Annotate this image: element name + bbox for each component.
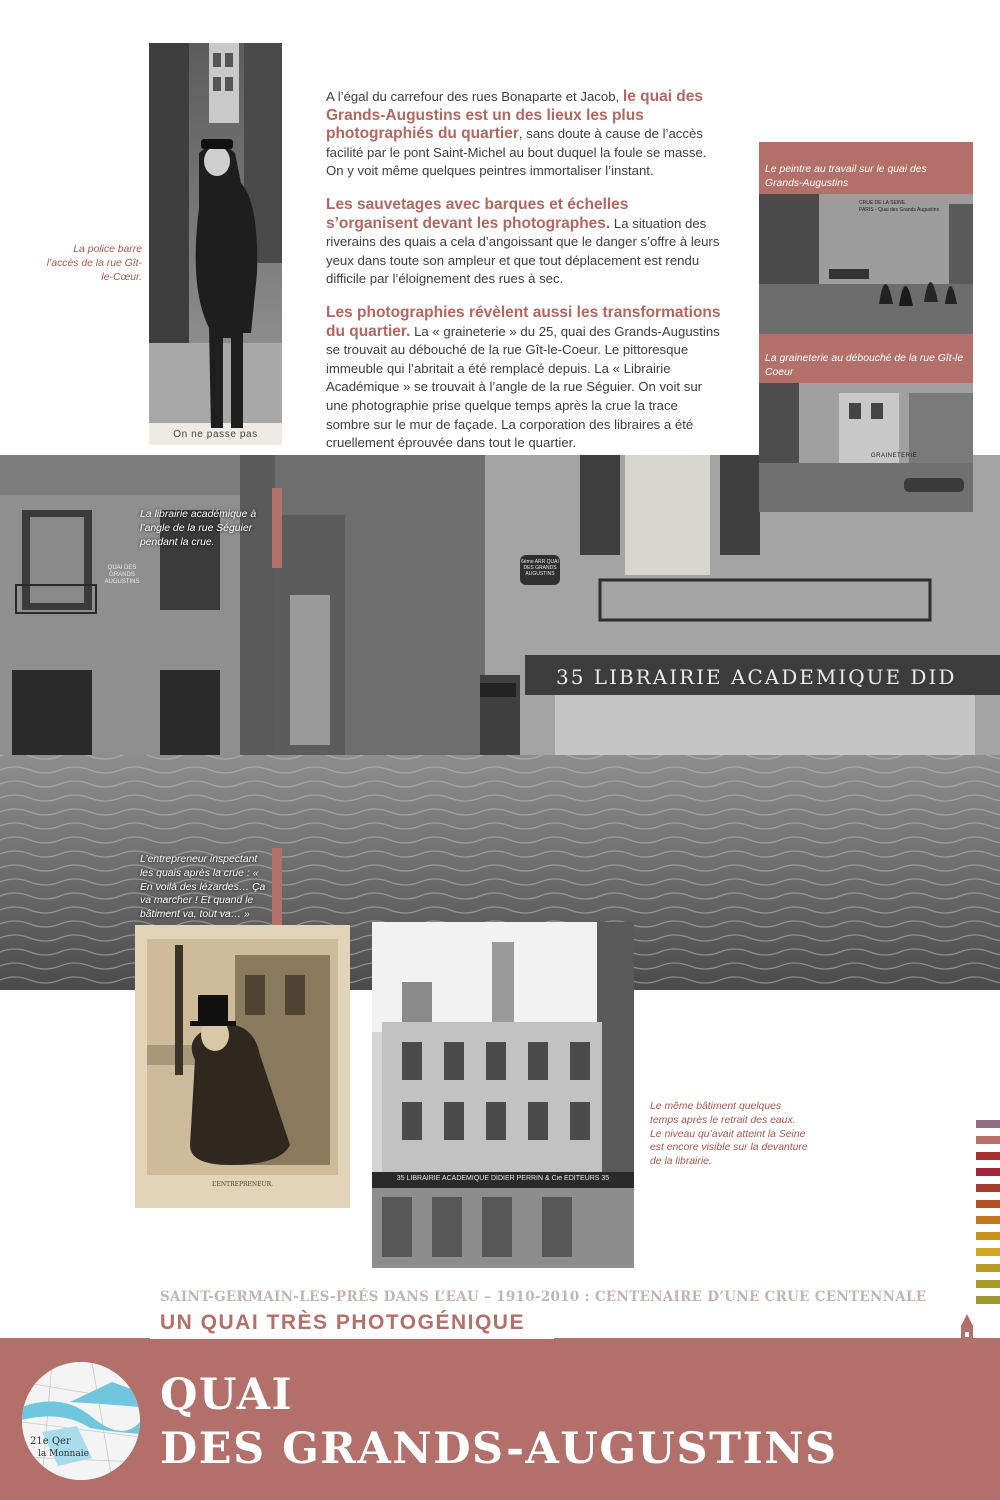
photo-building-after (372, 922, 634, 1268)
swatch-12 (976, 1296, 1000, 1304)
swatch-3 (976, 1152, 1000, 1160)
caption-graineterie: La graineterie au débouché de la rue Gît-le Coeur (765, 353, 964, 378)
intro-paragraph-1: A l’égal du carrefour des rues Bonaparte et Jacob, le quai des Grands-Augustins est un des lieux les plus photographiés du quartier, sans doute à cause de l’accès facilité par le pont Saint-Michel au bout duquel la foule se masse. On y voit même quelques peintres immortaliser l’instant. (326, 88, 707, 179)
series-title: SAINT-GERMAIN-LES-PRÉS DANS L’EAU – 1910-2010 : CENTENAIRE D’UNE CRUE CENTENNALE (160, 1289, 927, 1305)
photo-graineterie (759, 383, 973, 512)
map-label-quarter: 21e Qer (30, 1436, 71, 1447)
intro-paragraph-2: Les sauvetages avec barques et échelles s’organisent devant les photographes. La situation des riverains des quais a cela d’angoissant que le danger s’offre à leurs yeux dans toute son ampleur et que tout déplacement est rendu difficile par l’éloignement des rues à sec. (326, 195, 720, 287)
caption-entrepreneur: L’entrepreneur inspectant les quais après la crue : « En voilà des lézardes… Ça va marcher ! Et quand le bâtiment va, tout va… » (140, 854, 266, 921)
swatch-10 (976, 1264, 1000, 1272)
caption-painter: Le peintre au travail sur le quai des Grands-Augustins (765, 164, 927, 189)
swatch-5 (976, 1184, 1000, 1192)
intro-highlight: le quai des Grands-Augustins est un des lieux les plus photographiés du quartier (326, 88, 704, 143)
quarter-map-icon (22, 1362, 140, 1480)
panel-tag: UN QUAI TRÈS PHOTOGÉNIQUE (160, 1311, 525, 1334)
street-plaque: 6ème ARR QUAI DES GRANDS AUGUSTINS (521, 559, 559, 577)
rescue-heading: Les sauvetages avec barques et échelles s’organisent devant les photographes. (326, 195, 629, 232)
corner-plaque: QUAI DES GRANDS AUGUSTINS (104, 565, 140, 585)
caption-marker-librairie (272, 488, 282, 568)
shop-sign-text: 35 LIBRAIRIE ACADEMIQUE DID (556, 665, 957, 689)
page-title-line-2: DES GRANDS-AUGUSTINS (160, 1424, 838, 1474)
page-title (160, 1368, 838, 1476)
cartoon-caption: L’ENTREPRENEUR. (211, 1181, 274, 1188)
swatch-7 (976, 1216, 1000, 1224)
caption-police: La police barre l’accès de la rue Gît-le-Cœur. (46, 244, 142, 283)
caption-same-building: Le même bâtiment quelques temps après le retrait des eaux. Le niveau qu’avait atteint la Seine est encore visible sur la devanture de la librairie. (650, 1101, 808, 1168)
photo-painter (759, 194, 973, 334)
photo-police (149, 43, 282, 445)
caption-librairie: La librairie académique à l’angle de la rue Séguier pendant la crue. (140, 509, 257, 548)
police-photo-label: On ne passe pas (173, 429, 258, 440)
graineterie-sign: GRAINETERIE (871, 453, 918, 459)
transformation-heading: Les photographies révèlent aussi les transformations du quartier. (326, 303, 721, 340)
swatch-4 (976, 1168, 1000, 1176)
storefront-sign: 35 LIBRAIRIE ACADEMIQUE DIDIER PERRIN & Cie EDITEURS 35 (396, 1175, 610, 1182)
swatch-2 (976, 1136, 1000, 1144)
intro-paragraph-3: Les photographies révèlent aussi les transformations du quartier. La « graineterie » du 25, quai des Grands-Augustins se trouvait au débouché de la rue Gît-le-Coeur. Le pittoresque immeuble qui l’abritait a été remplacé depuis. La « Librairie Académique » se trouvait à l’angle de la rue Séguier. On voit sur une photographie prise quelque temps après la crue la trace sombre sur le mur de façade. La corporation des libraires a été cruellement éprouvée dans tout le quartier. (326, 303, 721, 451)
swatch-9 (976, 1248, 1000, 1256)
page-title-line-1: QUAI (160, 1370, 294, 1420)
intro-text (326, 88, 724, 468)
photo-cartoon-entrepreneur (135, 925, 350, 1208)
swatch-11 (976, 1280, 1000, 1288)
swatch-6 (976, 1200, 1000, 1208)
caption-marker-entrepreneur (272, 848, 282, 926)
postcard-caption: CRUE DE LA SEINE PARIS - Quai des Grands Augustins (859, 200, 939, 213)
map-label-name: la Monnaie (38, 1449, 89, 1459)
swatch-8 (976, 1232, 1000, 1240)
swatch-1 (976, 1120, 1000, 1128)
